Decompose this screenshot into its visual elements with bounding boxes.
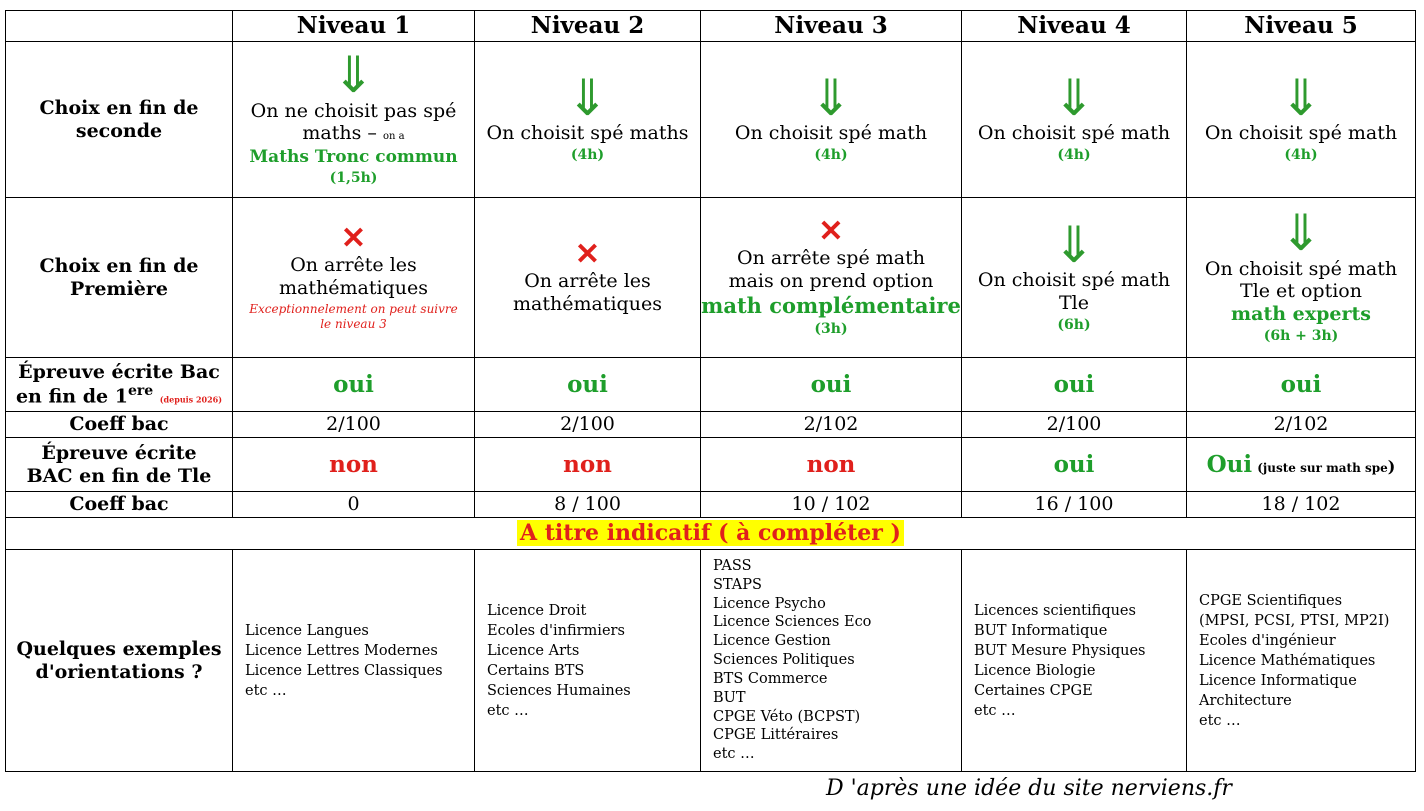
cell-coeff2-n1: 0 [233,492,475,518]
list-item: CPGE Littéraires [713,727,839,744]
hours-text: (4h) [1284,147,1318,164]
orientation-table [5,10,1416,772]
cell-premiere-n2 [475,198,701,358]
text-line: On arrête les [524,269,651,292]
list-item: BUT [713,689,746,706]
row-epreuve-tle [6,438,1416,492]
cell-seconde-n3 [701,42,962,198]
list-item: BTS Commerce [713,670,828,687]
hours-text: (1,5h) [329,170,378,187]
exception-note [233,302,474,331]
label-line: Épreuve écrite [41,441,197,464]
label-line: seconde [75,119,163,142]
row-label-coeff-2: Coeff bac [6,492,233,518]
list-item: etc … [245,682,287,699]
small-text: on a [382,131,405,143]
list-item: CPGE Scientifiques [1199,592,1343,609]
label-line: Quelques exemples [16,637,222,660]
cell-epreuve1-n5 [1187,358,1416,412]
cell-epreuve1-n1 [233,358,475,412]
text-line: Tle et option [1240,280,1362,303]
cell-seconde-n2 [475,42,701,198]
list-item: CPGE Véto (BCPST) [713,708,861,725]
label-line: Choix en fin de [39,96,199,119]
indicative-banner: A titre indicatif ( à compléter ) [517,520,904,546]
orientations-n5 [1187,550,1416,772]
list-item: Sciences Politiques [713,652,855,669]
status-oui: oui [567,370,608,398]
row-label-epreuve-premiere [6,358,233,412]
hours-text: (6h + 3h) [1263,328,1339,345]
status-non: non [806,450,856,478]
cell-premiere-n4 [962,198,1187,358]
list-item: Licences scientifiques [974,602,1136,619]
row-label-premiere [6,198,233,358]
row-choix-premiere [6,198,1416,358]
header-empty [6,11,233,42]
down-double-arrow-icon: ⇓ [332,46,375,105]
green-text: math experts [1231,303,1371,326]
list-item: etc … [1199,712,1241,729]
list-item: Sciences Humaines [487,682,631,699]
text-line: mathématiques [279,276,428,299]
label-line: en fin de 1 [15,385,128,408]
row-epreuve-premiere [6,358,1416,412]
list-item: Licence Psycho [713,595,826,612]
hours-text: (3h) [814,320,848,337]
text-line: On choisit spé maths [486,122,689,145]
down-double-arrow-icon: ⇓ [1053,68,1095,127]
list-item: Licence Langues [245,622,369,639]
green-text: math complémentaire [701,293,961,318]
cell-coeff2-n2: 8 / 100 [475,492,701,518]
row-orientations [6,550,1416,772]
list-item: Licence Droit [487,602,587,619]
text-line: On choisit spé math [1204,122,1398,145]
status-oui: oui [810,370,852,398]
cell-coeff1-n4: 2/100 [962,412,1187,438]
header-niveau-3: Niveau 3 [701,11,962,42]
label-line: Choix en fin de [39,254,199,277]
cell-seconde-n5 [1187,42,1416,198]
cell-epreuve-tle-n4 [962,438,1187,492]
list-item: Licence Mathématiques [1199,652,1376,669]
text-line: mathématiques [513,292,662,315]
text-line: Tle [1059,291,1089,314]
orientations-n3 [701,550,962,772]
closing-paren: ) [1387,456,1396,476]
orientations-n2 [475,550,701,772]
label-line: BAC en fin de Tle [26,464,212,487]
hours-text: (6h) [1057,316,1091,333]
list-item: BUT Mesure Physiques [974,642,1146,659]
cell-premiere-n5 [1187,198,1416,358]
down-double-arrow-icon: ⇓ [566,68,609,127]
row-banner [6,518,1416,550]
text-line: On choisit spé math [977,122,1171,145]
list-item: Certaines CPGE [974,682,1093,699]
list-item: STAPS [713,576,762,593]
cell-epreuve1-n2 [475,358,701,412]
label-line: d'orientations ? [35,660,203,683]
hours-text: (4h) [570,147,605,164]
header-niveau-2: Niveau 2 [475,11,701,42]
list-item: Ecoles d'infirmiers [487,622,625,639]
cell-coeff2-n4: 16 / 100 [962,492,1187,518]
status-oui: oui [1053,370,1095,398]
label-line: Première [70,277,168,300]
list-item: BUT Informatique [974,622,1108,639]
cell-coeff2-n5: 18 / 102 [1187,492,1416,518]
list-item: Licence Arts [487,642,580,659]
red-cross-icon: ✕ [574,236,601,272]
list-item: PASS [713,557,752,574]
status-oui: Oui [1206,450,1253,478]
cell-coeff1-n2: 2/100 [475,412,701,438]
hours-text: (4h) [814,147,848,164]
source-credit: D 'après une idée du site nerviens.fr [826,776,1232,801]
list-item: Licence Sciences Eco [713,614,872,631]
header-niveau-1: Niveau 1 [233,11,475,42]
orientations-n1 [233,550,475,772]
status-non: non [329,450,378,478]
superscript: ere [127,383,154,400]
row-label-epreuve-tle [6,438,233,492]
text-line: On ne choisit pas spé [250,99,457,122]
status-oui: oui [1053,450,1095,478]
cell-coeff2-n3: 10 / 102 [701,492,962,518]
list-item: Ecoles d'ingénieur [1199,632,1336,649]
list-item: Licence Lettres Classiques [245,662,443,679]
header-niveau-5: Niveau 5 [1187,11,1416,42]
text-line: On arrête spé math [737,247,925,270]
row-label-orientations [6,550,233,772]
red-cross-icon: ✕ [340,220,367,256]
down-double-arrow-icon: ⇓ [1280,68,1322,127]
status-non: non [563,450,612,478]
header-niveau-4: Niveau 4 [962,11,1187,42]
label-line: Épreuve écrite Bac [18,360,220,383]
text-line: On arrête les [290,253,417,276]
list-item: Licence Biologie [974,662,1096,679]
text-line: On choisit spé math [734,122,928,145]
row-label-coeff-1: Coeff bac [6,412,233,438]
banner-cell [6,518,1416,550]
list-item: etc … [974,702,1016,719]
list-item: Licence Lettres Modernes [245,642,438,659]
red-cross-icon: ✕ [818,214,844,250]
note-line: le niveau 3 [320,316,387,331]
cell-seconde-n4 [962,42,1187,198]
cell-coeff1-n5: 2/102 [1187,412,1416,438]
hours-text: (4h) [1057,147,1091,164]
cell-epreuve1-n3 [701,358,962,412]
cell-coeff1-n3: 2/102 [701,412,962,438]
down-double-arrow-icon: ⇓ [810,68,852,127]
header-row [6,11,1416,42]
math-spe-note: (juste sur math spe [1257,460,1388,475]
note-line: Exceptionnelement on peut suivre [249,302,458,317]
text-line: On choisit spé math [1204,257,1398,280]
list-item: etc … [713,746,755,763]
cell-epreuve-tle-n2 [475,438,701,492]
row-coeff-1 [6,412,1416,438]
cell-premiere-n1 [233,198,475,358]
status-oui: oui [1280,370,1322,398]
down-double-arrow-icon: ⇓ [1053,215,1095,274]
list-item: etc … [487,702,529,719]
row-coeff-2 [6,492,1416,518]
cell-epreuve-tle-n1 [233,438,475,492]
cell-coeff1-n1: 2/100 [233,412,475,438]
list-item: (MPSI, PCSI, PTSI, MP2I) [1199,612,1390,629]
down-double-arrow-icon: ⇓ [1280,204,1322,263]
text-line: On choisit spé math [977,269,1171,292]
green-text: Maths Tronc commun [249,147,458,168]
row-choix-seconde [6,42,1416,198]
cell-epreuve-tle-n5 [1187,438,1416,492]
orientations-n4 [962,550,1187,772]
cell-epreuve-tle-n3 [701,438,962,492]
cell-epreuve1-n4 [962,358,1187,412]
text-line: maths – [302,122,377,145]
text-line: mais on prend option [728,270,934,293]
list-item: Architecture [1199,692,1292,709]
list-item: Licence Informatique [1199,672,1357,689]
cell-premiere-n3 [701,198,962,358]
date-note: (depuis 2026) [159,394,223,405]
row-label-seconde [6,42,233,198]
status-oui: oui [333,370,374,398]
cell-seconde-n1 [233,42,475,198]
list-item: Licence Gestion [713,633,831,650]
list-item: Certains BTS [487,662,585,679]
